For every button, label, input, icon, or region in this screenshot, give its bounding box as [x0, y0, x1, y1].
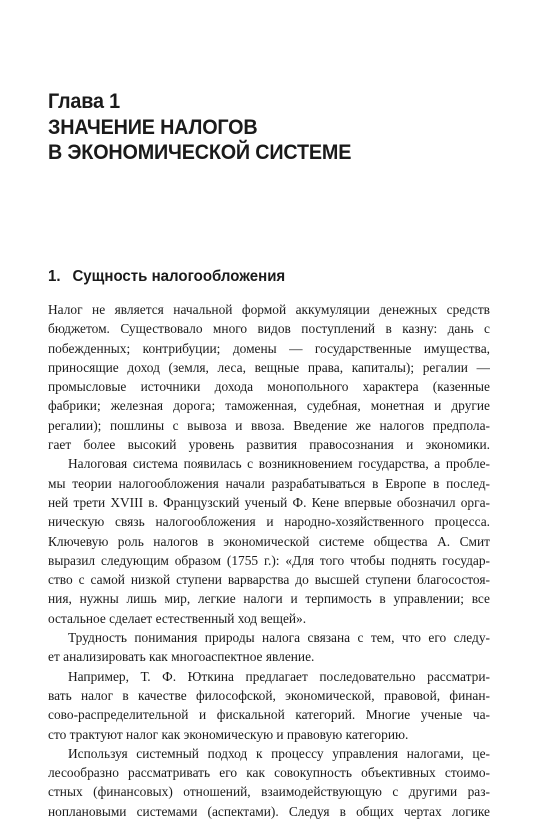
text-line: ство с самой низкой ступени варварства до высшей ступени благосостоя-: [48, 572, 490, 588]
text-line: вать налог в качестве философской, экономической, правовой, финан-: [48, 687, 490, 703]
section-title: Сущность налогообложения: [72, 268, 286, 285]
paragraph: [48, 628, 490, 667]
text-line: Например, Т. Ф. Юткина предлагает последовательно рассматри-: [68, 668, 490, 684]
text-line: ническую связь налогообложения и народно-хозяйственного процесса.: [48, 514, 490, 530]
text-line: стных (финансовых) отношений, взаимодействующую с другими раз-: [48, 784, 490, 800]
section-number: 1.: [48, 268, 61, 285]
text-line: ней трети XVIII в. Французский ученый Ф. Кене впервые обозначил орга-: [48, 494, 490, 510]
text-line: сто трактуют налог как экономическую и правовую категорию.: [48, 726, 409, 742]
text-line: гает более высокий уровень развития правосознания и экономики.: [48, 437, 490, 453]
text-line: Используя системный подход к процессу управления налогами, це-: [68, 745, 490, 761]
text-line: промысловые источники дохода монопольного характера (казенные: [48, 379, 490, 395]
paragraph: [48, 300, 490, 454]
paragraph: [48, 667, 490, 744]
text-line: ет анализировать как многоаспектное явление.: [48, 649, 315, 665]
text-line: фабрики; железная дорога; таможенная, судебная, монетная и другие: [48, 398, 490, 414]
text-line: бюджетом. Существовало много видов поступлений в казну: дань с: [48, 321, 490, 337]
paragraph: [48, 744, 490, 821]
text-line: ноплановыми системами (аспектами). Следуя в общих чертах логике: [48, 803, 490, 819]
text-line: мы теории налогообложения начали разрабатываться в Европе в послед-: [48, 475, 490, 491]
text-line: лесообразно рассматривать его как совокупность объективных стоимо-: [48, 765, 490, 781]
text-line: побежденных; контрибуции; домены — государственные имущества,: [48, 340, 490, 356]
chapter-title-line-1: ЗНАЧЕНИЕ НАЛОГОВ: [48, 114, 258, 139]
chapter-title-line-2: В ЭКОНОМИЧЕСКОЙ СИСТЕМЕ: [48, 140, 352, 164]
chapter-label: Глава 1: [48, 89, 120, 113]
text-line: Ключевую роль налогов в экономической системе общества А. Смит: [48, 533, 490, 549]
chapter-heading: [48, 89, 471, 166]
text-line: Трудность понимания природы налога связана с тем, что его следу-: [68, 630, 490, 646]
paragraph: [48, 454, 490, 628]
text-line: Налоговая система появилась с возникновением государства, а пробле-: [68, 456, 490, 472]
text-line: сово-распределительной и фискальной категорий. Многие ученые ча-: [48, 707, 490, 723]
text-line: Налог не является начальной формой аккумуляции денежных средств: [48, 302, 490, 317]
text-line: приносящие доход (земля, леса, вещные права, капиталы); регалии —: [48, 359, 490, 375]
text-line: регалии); пошлины с вывоза и ввоза. Введение же налогов предпола-: [48, 417, 490, 433]
body-text: [48, 300, 490, 821]
text-line: ния, нужны лишь мир, легкие налоги и терпимость в управлении; все: [48, 591, 490, 607]
text-line: остальное сделает естественный ход вещей».: [48, 610, 307, 626]
section-heading: [48, 267, 480, 287]
text-line: выразил следующим образом (1755 г.): «Для того чтобы поднять государ-: [48, 552, 490, 568]
